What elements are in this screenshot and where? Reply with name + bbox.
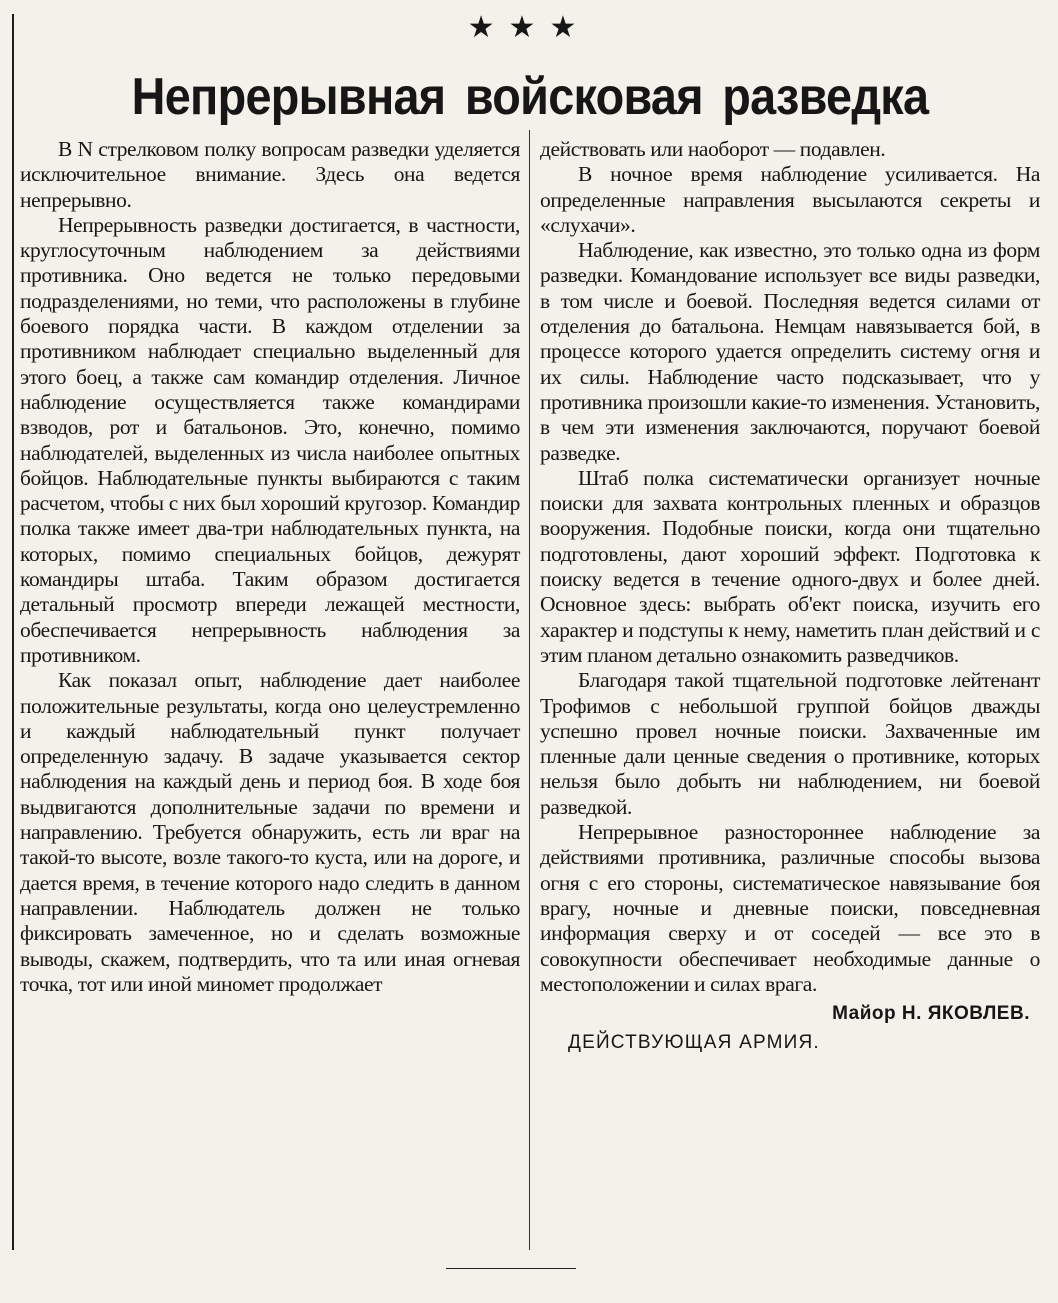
right-column <box>540 137 1040 1056</box>
paragraph-night: В ночное время наблюдение усиливается. На определенные направления высылаются секреты и «слухачи». <box>540 162 1040 237</box>
left-column <box>20 137 520 997</box>
paragraph-forms: Наблюдение, как известно, это только одна из форм разведки. Командование использует все виды разведки, в том числе и боевой. Последняя ведется силами от отделения до батальона. Немцам навязывается бой, в процессе которого удается определить систему огня и их силы. Наблюдение часто подсказывает, что у противника произошли какие-то изменения. Установить, в чем эти изменения заключаются, поручают боевой разведке. <box>540 238 1040 465</box>
article-title: Непрерывная войсковая разведка <box>131 68 929 126</box>
dateline-location: ДЕЙСТВУЮЩАЯ АРМИЯ. <box>568 1032 820 1054</box>
paragraph-continuation: действовать или наоборот — подавлен. <box>540 137 886 161</box>
paragraph-conclusion: Непрерывное разностороннее наблюдение за действиями противника, различные способы вызова огня с его стороны, систематическое навязывание боя врагу, ночные и дневные поиски, повседневная информация сверху и от соседей — все это в совокупности обеспечивает необходимые данные о местоположении и силах врага. <box>540 820 1040 996</box>
stars-ornament: ★★★ <box>467 10 591 45</box>
author-signature: Майор Н. ЯКОВЛЕВ. <box>832 1003 1030 1025</box>
paragraph-continuity: Непрерывность разведки достигается, в частности, круглосуточным наблюдением за действиями противника. Оно ведется не только передовыми подразделениями, но теми, что расположены в глубине боевого порядка части. В каждом отделении за противником наблюдает специально выделенный для этого боец, а также сам командир отделения. Личное наблюдение осуществляется также командирами взводов, рот и батальонов. Это, конечно, помимо наблюдателей, выделенных из числа наиболее опытных бойцов. Наблюдательные пункты выбираются с таким расчетом, чтобы с них был хороший кругозор. Командир полка также имеет два-три наблюдательных пункта, на которых, помимо специальных бойцов, дежурят командиры штаба. Таким образом достигается детальный просмотр впереди лежащей местности, обеспечивается непрерывность наблюдения за противником. <box>20 212 520 667</box>
left-column-rule <box>12 14 14 1250</box>
article-end-rule <box>446 1268 576 1269</box>
column-divider <box>529 130 530 1250</box>
paragraph-experience: Как показал опыт, наблюдение дает наиболее положительные результаты, когда оно целеустремленно и каждый наблюдательный пункт получает определенную задачу. В задаче указывается сектор наблюдения на каждый день и период боя. В ходе боя выдвигаются дополнительные задачи по времени и направлению. Требуется обнаружить, есть ли враг на такой-то высоте, возле такого-то куста, или на дороге, и дается время, в течение которого надо следить в данном направлении. Наблюдатель должен не только фиксировать замеченное, но и сделать возможные выводы, скажем, подтвердить, что та или иная огневая точка, тот или иной миномет продолжает <box>20 668 520 996</box>
paragraph-staff: Штаб полка систематически организует ночные поиски для захвата контрольных пленных и образцов вооружения. Подобные поиски, когда они тщательно подготовлены, дают хороший эффект. Подготовка к поиску ведется в течение одного-двух и более дней. Основное здесь: выбрать об'ект поиска, изучить его характер и подступы к нему, наметить план действий и с этим планом детально ознакомить разведчиков. <box>540 465 1040 667</box>
paragraph-trofimov: Благодаря такой тщательной подготовке лейтенант Трофимов с небольшой группой бойцов дважды успешно провел ночные поиски. Захваченные им пленные дали ценные сведения о противнике, которых нельзя было добыть ни наблюдением, ни боевой разведкой. <box>540 668 1040 819</box>
paragraph-intro: В N стрелковом полку вопросам разведки уделяется исключительное внимание. Здесь она ведется непрерывно. <box>20 137 520 212</box>
